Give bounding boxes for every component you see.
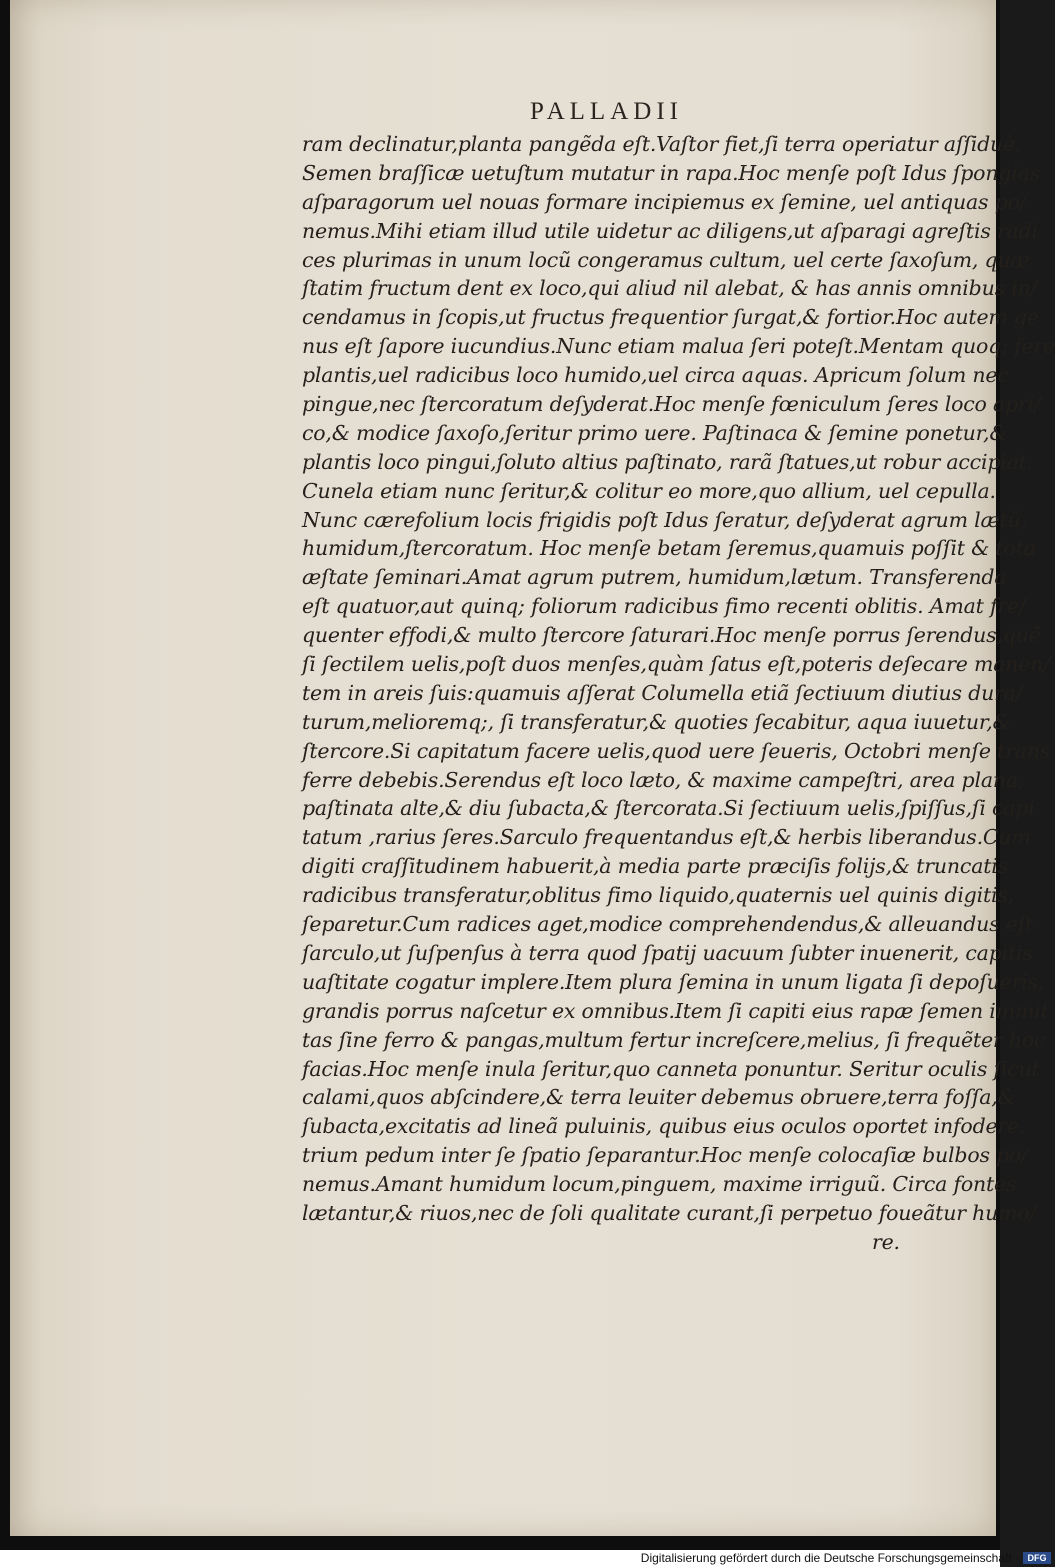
text-line: ferre debebis.Serendus eſt loco læto, & maxime campeſtri, area plana,	[302, 767, 1025, 792]
dfg-logo: DFG	[1023, 1552, 1051, 1564]
text-line: uaſtitate cogatur implere.Item plura ſemina in unum ligata ſi depoſueris,	[302, 969, 1045, 994]
text-line: cendamus in ſcopis,ut fructus frequentior ſurgat,& fortior.Hoc autem ge	[302, 305, 1039, 330]
text-line: pingue,nec ſtercoratum deſyderat.Hoc menſe fœniculum ſeres loco apri/	[302, 392, 1041, 417]
text-line: ſtercore.Si capitatum facere uelis,quod uere ſeueris, Octobri menſe trans	[302, 738, 1051, 763]
text-line: lætantur,& riuos,nec de ſoli qualitate curant,ſi perpetuo foueãtur humo/	[302, 1200, 1037, 1225]
text-line: quenter effodi,& multo ſtercore ſaturari.Hoc menſe porrus ſerendus,quẽ	[302, 623, 1041, 648]
text-line: turum,melioremq;, ſi transferatur,& quoties ſecabitur, aqua iuuetur,&	[302, 709, 1011, 734]
text-line: humidum,ſtercoratum. Hoc menſe betam ſeremus,quamuis poſſit & tota	[302, 536, 1036, 561]
text-line: nemus.Amant humidum locum,pinguem, maxime irriguũ. Circa fontes	[302, 1172, 1017, 1197]
text-line: co,& modice ſaxoſo,ſeritur primo uere. Paſtinaca & ſemine ponetur,&	[302, 420, 1008, 445]
body-text	[302, 130, 1055, 1257]
text-line: Cunela etiam nunc ſeritur,& colitur eo more,quo allium, uel cepulla.	[302, 478, 996, 503]
text-line: Semen braſſicæ uetuſtum mutatur in rapa.Hoc menſe poſt Idus ſpongias	[302, 160, 1040, 185]
text-line: nemus.Mihi etiam illud utile uidetur ac diligens,ut aſparagi agreſtis radi	[302, 218, 1038, 243]
text-line: facias.Hoc menſe inula ſeritur,quo canneta ponuntur. Seritur oculis ſicut	[302, 1056, 1040, 1081]
text-line: ſeparetur.Cum radices aget,modice comprehendendus,& alleuandus eſt	[302, 912, 1034, 937]
text-line-final: re.	[872, 1229, 900, 1254]
text-line: æſtate ſeminari.Amat agrum putrem, humidum,lætum. Transferenda	[302, 565, 1007, 590]
running-head: PALLADII	[530, 98, 683, 125]
text-line: trium pedum inter ſe ſpatio ſeparantur.Hoc menſe colocaſiæ bulbos po/	[302, 1143, 1028, 1168]
book-page	[10, 0, 1055, 1536]
text-line: tatum ,rarius ſeres.Sarculo frequentandus eſt,& herbis liberandus.Cum	[302, 825, 1031, 850]
text-line: Nunc cærefolium locis frigidis poſt Idus ſeratur, deſyderat agrum lætũ,	[302, 507, 1027, 532]
text-line: aſparagorum uel nouas formare incipiemus ex ſemine, uel antiquas po/	[302, 189, 1027, 214]
funding-credit: Digitalisierung gefördert durch die Deutsche Forschungsgemeinschaft ·	[640, 1551, 1019, 1565]
text-line: ſi ſectilem uelis,poſt duos menſes,quàm ſatus eſt,poteris deſecare manen/	[302, 652, 1050, 677]
text-line: ſtatim fructum dent ex loco,qui aliud nil alebat, & has annis omnibus in/	[302, 276, 1038, 301]
text-line: ces plurimas in unum locũ congeramus cultum, uel certe ſaxoſum, quæ	[302, 247, 1030, 272]
text-line: plantis,uel radicibus loco humido,uel circa aquas. Apricum ſolum nec	[302, 363, 1009, 388]
text-line: tas ſine ferro & pangas,multum fertur increſcere,melius, ſi frequẽter hoc	[302, 1027, 1046, 1052]
text-line: ram declinatur,planta pangẽda eſt.Vaſtor fiet,ſi terra operiatur aſſiduè.	[302, 132, 1022, 156]
text-line: eſt quatuor,aut quinq; foliorum radicibus fimo recenti oblitis. Amat fre/	[302, 594, 1026, 619]
text-line: ſubacta,excitatis ad lineã puluinis, quibus eius oculos oportet infodere,	[302, 1114, 1026, 1139]
text-line: calami,quos abſcindere,& terra leuiter debemus obruere,terra foſſa,&	[302, 1085, 1016, 1110]
text-line: radicibus transferatur,oblitus fimo liquido,quaternis uel quinis digitis,	[302, 883, 1014, 908]
text-line: plantis loco pingui,ſoluto altius paſtinato, rarã ſtatues,ut robur accipiat.	[302, 449, 1033, 474]
text-line: paſtinata alte,& diu ſubacta,& ſtercorata.Si ſectiuum uelis,ſpiſſus,ſi capi	[302, 796, 1035, 821]
text-line: digiti craſſitudinem habuerit,à media parte præciſis folijs,& truncatis	[302, 854, 1008, 879]
text-line: ſarculo,ut ſuſpenſus à terra quod ſpatij uacuum ſubter inuenerit, capitis	[302, 940, 1033, 965]
text-line: tem in areis ſuis:quamuis aſſerat Columella etiã ſectiuum diutius dura/	[302, 680, 1023, 705]
text-line: grandis porrus naſcetur ex omnibus.Item ſi capiti eius rapæ ſemen immit	[302, 998, 1049, 1023]
text-line: nus eſt ſapore iucundius.Nunc etiam malua ſeri poteſt.Mentam quoq; ſere	[302, 334, 1055, 359]
